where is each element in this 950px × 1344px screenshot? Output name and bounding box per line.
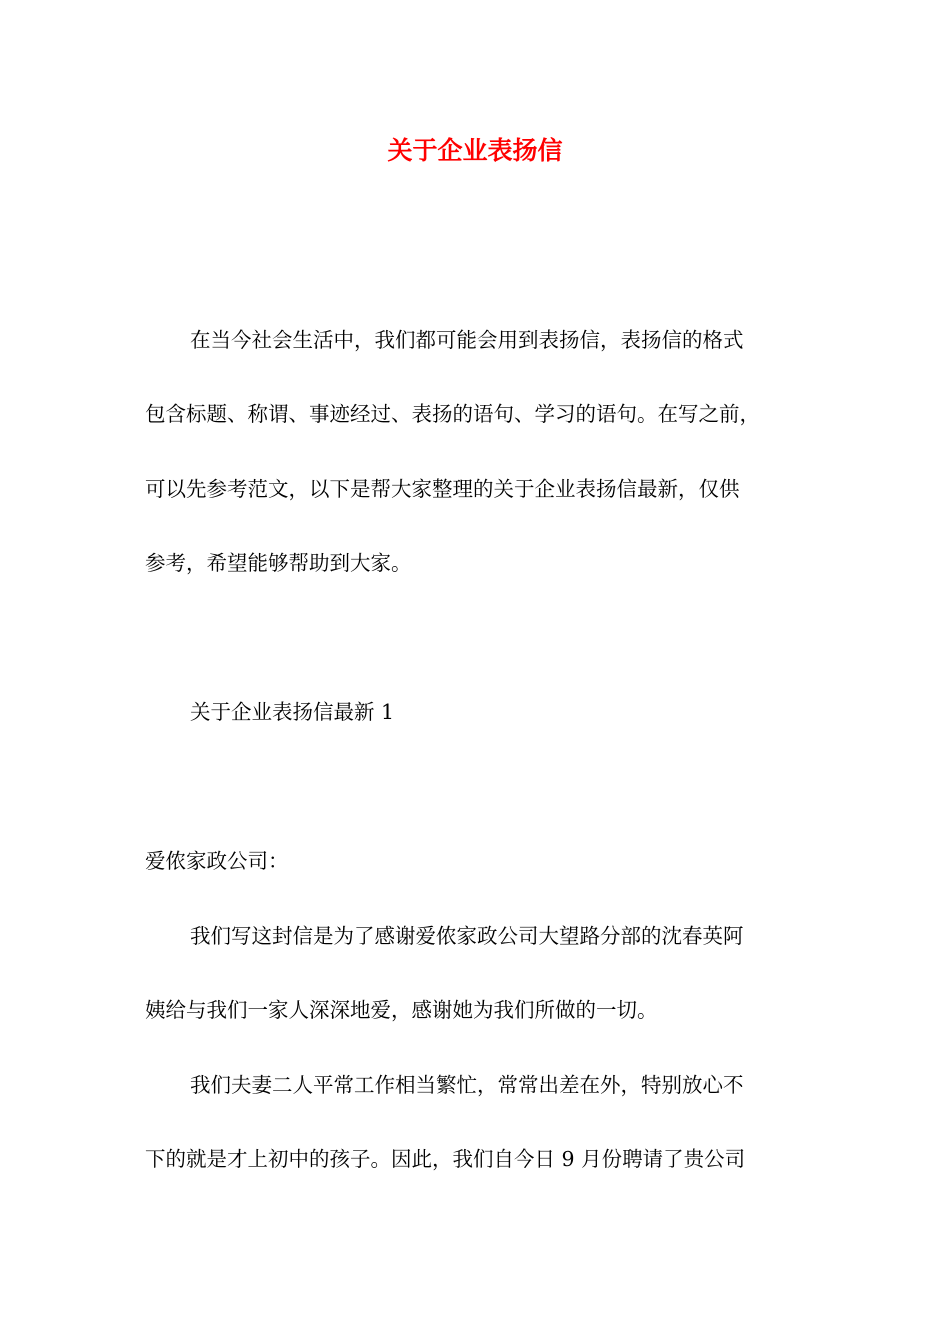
intro-line-3: 可以先参考范文，以下是帮大家整理的关于企业表扬信最新，仅供	[145, 477, 740, 501]
body-line-3: 我们夫妻二人平常工作相当繁忙，常常出差在外，特别放心不	[190, 1073, 744, 1097]
intro-line-1: 在当今社会生活中，我们都可能会用到表扬信，表扬信的格式	[190, 328, 744, 352]
section-heading: 关于企业表扬信最新 1	[190, 700, 395, 724]
body-line-2: 姨给与我们一家人深深地爱，感谢她为我们所做的一切。	[145, 998, 658, 1022]
salutation: 爱侬家政公司：	[145, 849, 289, 873]
body-line-1: 我们写这封信是为了感谢爱侬家政公司大望路分部的沈春英阿	[190, 924, 744, 948]
intro-line-4: 参考，希望能够帮助到大家。	[145, 551, 412, 575]
document-title: 关于企业表扬信	[387, 136, 563, 165]
intro-line-2: 包含标题、称谓、事迹经过、表扬的语句、学习的语句。在写之前，	[145, 402, 760, 426]
body-line-4: 下的就是才上初中的孩子。因此，我们自今日 9 月份聘请了贵公司	[145, 1147, 746, 1171]
